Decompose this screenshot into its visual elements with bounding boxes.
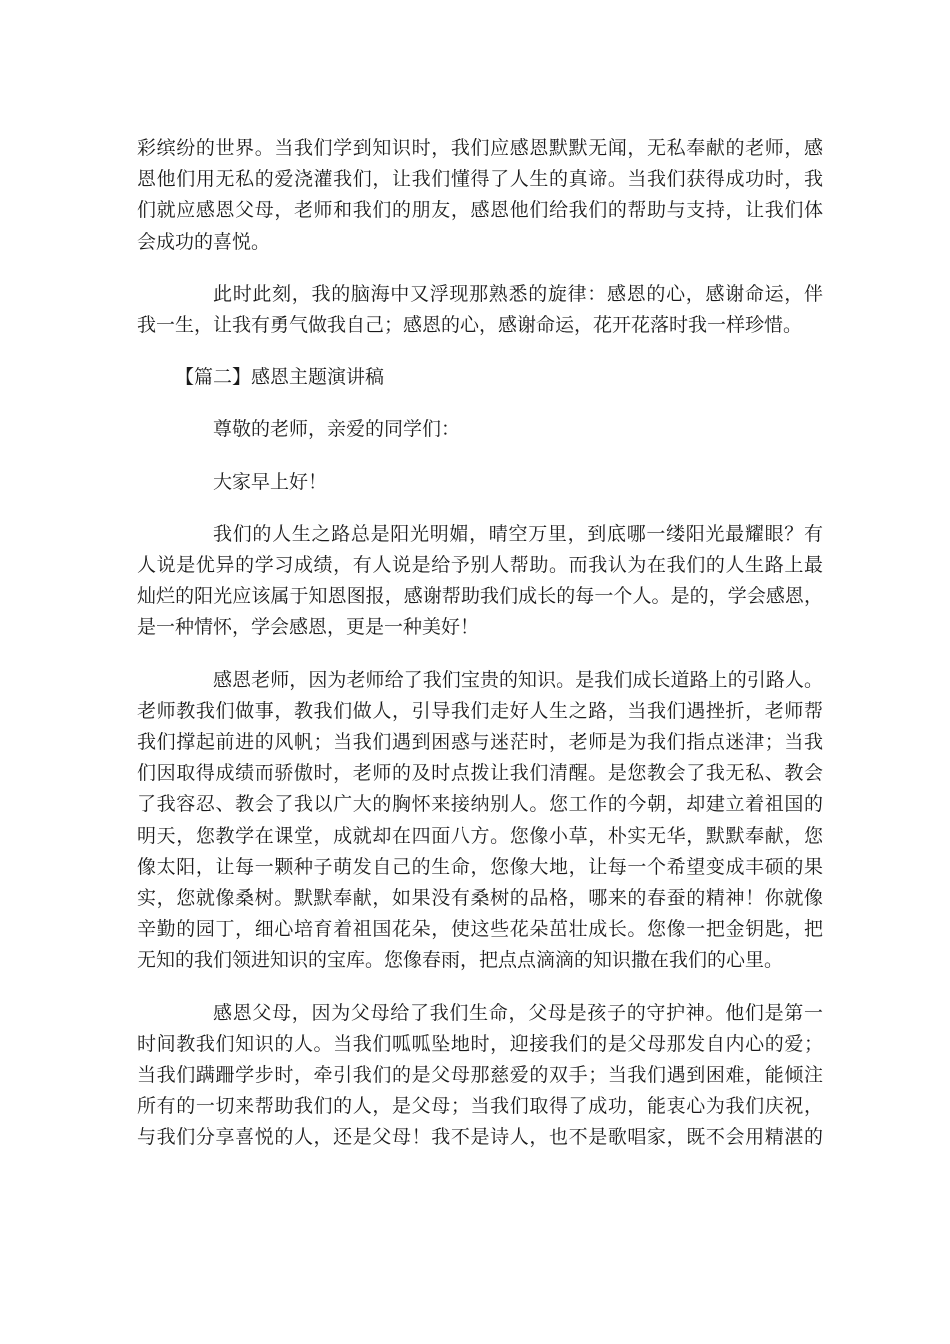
text-line: 们就应感恩父母，老师和我们的朋友，感恩他们给我们的帮助与支持，让我们体: [137, 199, 823, 222]
text-line: 了我容忍、教会了我以广大的胸怀来接纳别人。您工作的今朝，却建立着祖国的: [137, 793, 823, 816]
text-line: 此时此刻，我的脑海中又浮现那熟悉的旋律：感恩的心，感谢命运，伴: [213, 282, 823, 305]
text-line: 尊敬的老师，亲爱的同学们：: [213, 418, 461, 441]
document-body: [137, 133, 823, 1175]
text-line: 当我们蹒跚学步时，牵引我们的是父母那慈爱的双手；当我们遇到困难，能倾注: [137, 1064, 823, 1087]
text-line: 感恩父母，因为父母给了我们生命，父母是孩子的守护神。他们是第一: [213, 1001, 823, 1024]
text-line: 大家早上好！: [213, 470, 328, 493]
text-line: 我一生，让我有勇气做我自己；感恩的心，感谢命运，花开花落时我一样珍惜。: [137, 314, 803, 337]
section-heading-text: 【篇二】感恩主题演讲稿: [175, 366, 385, 389]
text-line: 老师教我们做事，教我们做人，引导我们走好人生之路，当我们遇挫折，老师帮: [137, 699, 823, 722]
text-line: 与我们分享喜悦的人，还是父母！我不是诗人，也不是歌唱家，既不会用精湛的: [137, 1126, 823, 1149]
text-line: 时间教我们知识的人。当我们呱呱坠地时，迎接我们的是父母那发自内心的爱；: [137, 1032, 823, 1055]
text-line: 人说是优异的学习成绩，有人说是给予别人帮助。而我认为在我们的人生路上最: [137, 554, 823, 577]
paragraph-teachers: [137, 665, 823, 977]
text-line: 我们的人生之路总是阳光明媚，晴空万里，到底哪一缕阳光最耀眼？有: [213, 522, 823, 545]
text-line: 像太阳，让每一颗种子萌发自己的生命，您像大地，让每一个希望变成丰硕的果: [137, 855, 823, 878]
greeting: [137, 467, 823, 498]
text-line: 灿烂的阳光应该属于知恩图报，感谢帮助我们成长的每一个人。是的，学会感恩，: [137, 585, 823, 608]
text-line: 明天，您教学在课堂，成就却在四面八方。您像小草，朴实无华，默默奉献，您: [137, 824, 823, 847]
text-line: 无知的我们领进知识的宝库。您像春雨，把点点滴滴的知识撒在我们的心里。: [137, 949, 784, 972]
paragraph-continued: [137, 133, 823, 258]
text-line: 实，您就像桑树。默默奉献，如果没有桑树的品格，哪来的春蚕的精神！你就像: [137, 887, 823, 910]
text-line: 我们撑起前进的风帆；当我们遇到困惑与迷茫时，老师是为我们指点迷津；当我: [137, 731, 823, 754]
salutation: [137, 414, 823, 445]
text-line: 辛勤的园丁，细心培育着祖国花朵，使这些花朵茁壮成长。您像一把金钥匙，把: [137, 918, 823, 941]
paragraph-melody: [137, 279, 823, 341]
text-line: 恩他们用无私的爱浇灌我们，让我们懂得了人生的真谛。当我们获得成功时，我: [137, 168, 823, 191]
text-line: 感恩老师，因为老师给了我们宝贵的知识。是我们成长道路上的引路人。: [213, 668, 823, 691]
text-line: 会成功的喜悦。: [137, 230, 271, 253]
paragraph-parents: [137, 998, 823, 1154]
paragraph-sunshine: [137, 519, 823, 644]
text-line: 是一种情怀，学会感恩，更是一种美好！: [137, 616, 480, 639]
text-line: 彩缤纷的世界。当我们学到知识时，我们应感恩默默无闻，无私奉献的老师，感: [137, 137, 823, 159]
section-heading: [137, 362, 823, 393]
text-line: 所有的一切来帮助我们的人，是父母；当我们取得了成功，能衷心为我们庆祝，: [137, 1095, 823, 1118]
text-line: 们因取得成绩而骄傲时，老师的及时点拨让我们清醒。是您教会了我无私、教会: [137, 762, 823, 785]
